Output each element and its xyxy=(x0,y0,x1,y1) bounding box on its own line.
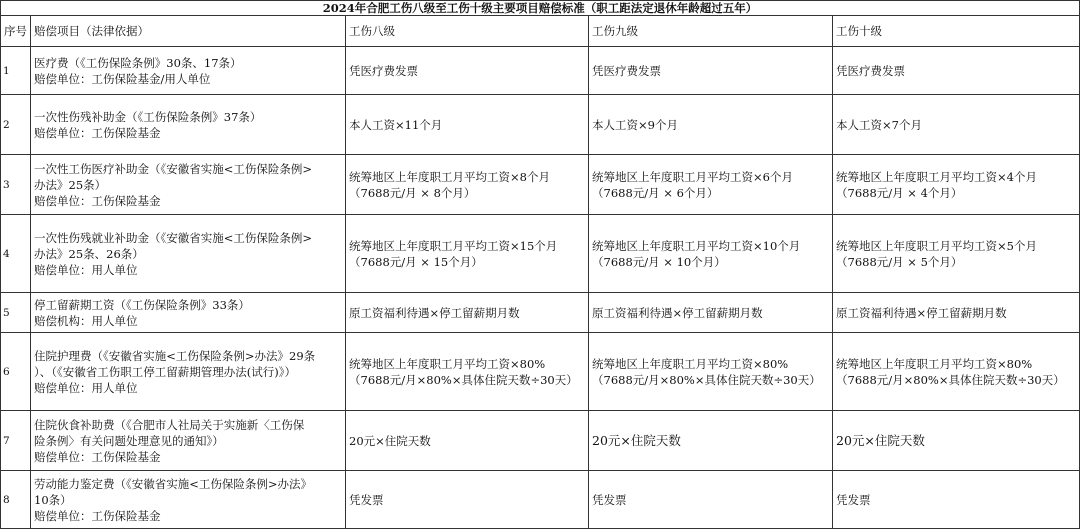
row-item xyxy=(31,471,346,529)
row-grade8-line: 本人工资×11个月 xyxy=(349,117,443,132)
row-item-line: 医疗费（《工伤保险条例》30条、17条） xyxy=(34,55,242,70)
header-grade8: 工伤八级 xyxy=(346,16,589,47)
table-row xyxy=(1,155,1080,215)
row-grade10 xyxy=(833,155,1080,215)
row-item-line: 办法》25条、26条） xyxy=(34,246,144,261)
row-grade9 xyxy=(589,411,833,471)
row-item xyxy=(31,95,346,155)
row-item-line: 10条） xyxy=(34,492,72,507)
row-item-line: 赔偿单位：工伤保险基金 xyxy=(34,508,161,523)
row-seq: 3 xyxy=(1,155,31,215)
row-grade8-line: 统筹地区上年度职工月平均工资×80% xyxy=(349,356,546,371)
row-grade8 xyxy=(346,471,589,529)
table-body xyxy=(1,47,1080,529)
table-row xyxy=(1,471,1080,529)
row-grade9-line: （7688元/月×80%×具体住院天数÷30天） xyxy=(592,372,821,387)
row-item-line: 一次性工伤医疗补助金（《安徽省实施<工伤保险条例> xyxy=(34,161,313,176)
table-row xyxy=(1,95,1080,155)
row-grade9-line: （7688元/月 × 6个月） xyxy=(592,185,719,200)
table-row xyxy=(1,411,1080,471)
row-grade9-line: 统筹地区上年度职工月平均工资×80% xyxy=(592,356,789,371)
row-grade8 xyxy=(346,333,589,411)
row-item-line: 一次性伤残补助金（《工伤保险条例》37条） xyxy=(34,109,262,124)
row-grade9-line: 20元×住院天数 xyxy=(592,432,681,448)
row-grade9 xyxy=(589,333,833,411)
row-seq: 2 xyxy=(1,95,31,155)
row-grade9 xyxy=(589,215,833,293)
row-item-line: 赔偿单位：用人单位 xyxy=(34,380,138,395)
row-grade9-line: 凭医疗费发票 xyxy=(592,63,661,78)
row-grade8-line: 凭发票 xyxy=(349,492,384,507)
row-grade8-line: 原工资福利待遇×停工留薪期月数 xyxy=(349,305,520,320)
row-item xyxy=(31,215,346,293)
row-grade8 xyxy=(346,411,589,471)
row-grade9-line: （7688元/月 × 10个月） xyxy=(592,254,726,269)
row-grade9 xyxy=(589,47,833,95)
row-item-line: 劳动能力鉴定费（《安徽省实施<工伤保险条例>办法》 xyxy=(34,476,313,491)
row-item-line: 停工留薪期工资（《工伤保险条例》33条） xyxy=(34,297,250,312)
row-item xyxy=(31,47,346,95)
table-row xyxy=(1,215,1080,293)
row-item-line: 办法》25条） xyxy=(34,177,107,192)
row-grade9 xyxy=(589,471,833,529)
row-item xyxy=(31,411,346,471)
row-grade10-line: （7688元/月×80%×具体住院天数÷30天） xyxy=(836,372,1065,387)
table-title: 2024年合肥工伤八级至工伤十级主要项目赔偿标准（职工距法定退休年龄超过五年） xyxy=(1,1,1080,16)
row-seq: 5 xyxy=(1,293,31,333)
row-seq: 6 xyxy=(1,333,31,411)
row-item-line: 赔偿单位：工伤保险基金 xyxy=(34,449,161,464)
row-item xyxy=(31,155,346,215)
row-grade10-line: 本人工资×7个月 xyxy=(836,117,922,132)
row-seq: 7 xyxy=(1,411,31,471)
table-header-row xyxy=(1,16,1080,47)
table-row xyxy=(1,293,1080,333)
row-grade8 xyxy=(346,293,589,333)
row-grade8 xyxy=(346,47,589,95)
row-grade8-line: 20元×住院天数 xyxy=(349,433,431,448)
row-grade10-line: 原工资福利待遇×停工留薪期月数 xyxy=(836,305,1007,320)
row-item-line: ）、（《安徽省工伤职工停工留薪期管理办法(试行)》） xyxy=(34,364,296,379)
row-grade8 xyxy=(346,95,589,155)
row-grade10 xyxy=(833,215,1080,293)
row-grade8-line: 凭医疗费发票 xyxy=(349,63,418,78)
row-grade9-line: 本人工资×9个月 xyxy=(592,117,678,132)
row-grade9-line: 统筹地区上年度职工月平均工资×6个月 xyxy=(592,169,793,184)
row-item xyxy=(31,293,346,333)
row-grade10-line: 凭发票 xyxy=(836,492,871,507)
row-grade10 xyxy=(833,47,1080,95)
row-grade10 xyxy=(833,293,1080,333)
row-grade10 xyxy=(833,411,1080,471)
row-seq: 8 xyxy=(1,471,31,529)
row-grade8 xyxy=(346,155,589,215)
header-seq: 序号 xyxy=(1,16,31,47)
row-grade9 xyxy=(589,155,833,215)
row-grade10-line: 统筹地区上年度职工月平均工资×80% xyxy=(836,356,1033,371)
row-grade9-line: 原工资福利待遇×停工留薪期月数 xyxy=(592,305,763,320)
row-grade9-line: 统筹地区上年度职工月平均工资×10个月 xyxy=(592,238,801,253)
row-item-line: 赔偿单位：用人单位 xyxy=(34,262,138,277)
row-grade10-line: 20元×住院天数 xyxy=(836,432,925,448)
row-item-line: 一次性伤残就业补助金（《安徽省实施<工伤保险条例> xyxy=(34,230,313,245)
row-grade8 xyxy=(346,215,589,293)
row-item-line: 险条例〉有关问题处理意见的通知》） xyxy=(34,433,224,448)
row-grade8-line: （7688元/月 × 8个月） xyxy=(349,185,476,200)
row-grade10 xyxy=(833,471,1080,529)
row-grade10-line: 统筹地区上年度职工月平均工资×5个月 xyxy=(836,238,1037,253)
row-grade10 xyxy=(833,95,1080,155)
row-grade8-line: （7688元/月 × 15个月） xyxy=(349,254,483,269)
table-row xyxy=(1,47,1080,95)
row-item-line: 赔偿单位：工伤保险基金/用人单位 xyxy=(34,71,211,86)
row-grade8-line: 统筹地区上年度职工月平均工资×15个月 xyxy=(349,238,558,253)
row-grade9 xyxy=(589,95,833,155)
row-grade10-line: 凭医疗费发票 xyxy=(836,63,905,78)
header-item: 赔偿项目（法律依据） xyxy=(31,16,346,47)
row-grade10-line: 统筹地区上年度职工月平均工资×4个月 xyxy=(836,169,1037,184)
row-grade10-line: （7688元/月 × 5个月） xyxy=(836,254,963,269)
row-item-line: 赔偿单位：工伤保险基金 xyxy=(34,125,161,140)
row-grade10 xyxy=(833,333,1080,411)
header-grade9: 工伤九级 xyxy=(589,16,833,47)
row-grade8-line: （7688元/月×80%×具体住院天数÷30天） xyxy=(349,372,578,387)
row-grade9 xyxy=(589,293,833,333)
row-item-line: 赔偿机构：用人单位 xyxy=(34,313,138,328)
row-item xyxy=(31,333,346,411)
row-item-line: 住院护理费（《安徽省实施<工伤保险条例>办法》29条 xyxy=(34,348,316,363)
row-grade9-line: 凭发票 xyxy=(592,492,627,507)
row-seq: 4 xyxy=(1,215,31,293)
row-item-line: 住院伙食补助费（《合肥市人社局关于实施新〈工伤保 xyxy=(34,417,305,432)
header-grade10: 工伤十级 xyxy=(833,16,1080,47)
row-grade8-line: 统筹地区上年度职工月平均工资×8个月 xyxy=(349,169,550,184)
row-grade10-line: （7688元/月 × 4个月） xyxy=(836,185,963,200)
row-item-line: 赔偿单位：工伤保险基金 xyxy=(34,193,161,208)
row-seq: 1 xyxy=(1,47,31,95)
table-row xyxy=(1,333,1080,411)
